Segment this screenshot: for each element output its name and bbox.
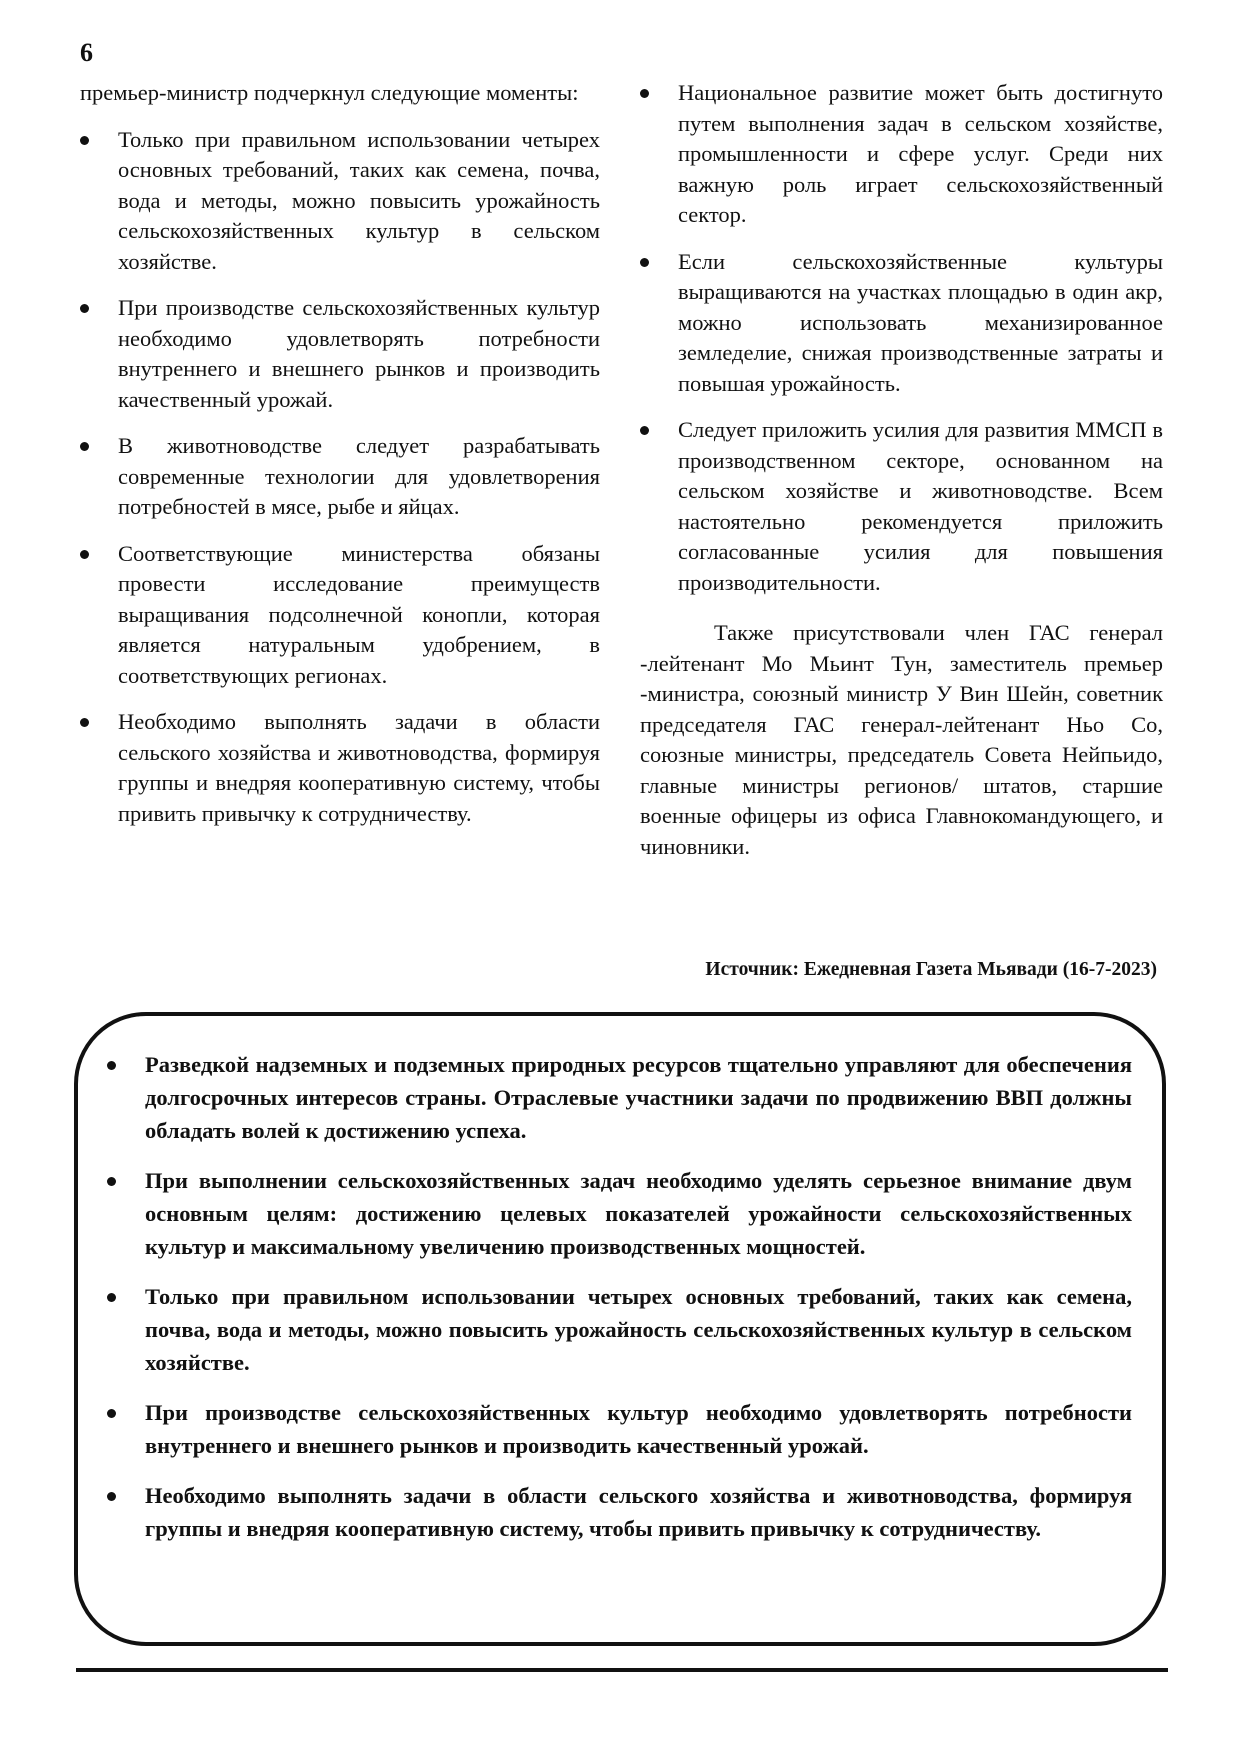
list-item [80, 293, 600, 415]
list-item-text: Только при правильном использовании четырех основных требований, таких как семена, почва, вода и методы, можно повысить урожайность сельскохозяйственных культур в сельском хозяйстве. [118, 126, 600, 274]
right-column [640, 78, 1163, 862]
list-item [107, 1479, 1132, 1545]
page-number: 6 [80, 38, 93, 67]
summary-bullet-list [107, 1048, 1132, 1562]
left-column [80, 78, 600, 829]
bullet-icon [80, 304, 89, 313]
list-item [107, 1280, 1132, 1379]
bullet-icon [640, 89, 649, 98]
bullet-icon [80, 442, 89, 451]
list-item [80, 125, 600, 278]
list-item [640, 247, 1163, 400]
list-item [107, 1396, 1132, 1462]
bullet-icon [80, 136, 89, 145]
list-item [640, 415, 1163, 598]
source-line: Источник: Ежедневная Газета Мьявади (16-7-2023) [705, 959, 1157, 980]
closing-paragraph: Также присутствовали член ГАС генерал -лейтенант Мо Мьинт Тун, заместитель премьер -министра, союзный министр У Вин Шейн, советник председателя ГАС генерал-лейтенант Ньо Со, союзные министры, председатель Совета Нейпьидо, главные министры регионов/ штатов, старшие военные офицеры из офиса Главнокомандующего, и чиновники. [640, 620, 1163, 859]
left-bullet-list [80, 125, 600, 830]
list-item [80, 707, 600, 829]
list-item-text: При производстве сельскохозяйственных культур необходимо удовлетворять потребности внутреннего и внешнего рынков и производить качественный урожай. [118, 295, 600, 412]
list-item-text: Национальное развитие может быть достигнуто путем выполнения задач в сельском хозяйстве, промышленности и сфере услуг. Среди них важную роль играет сельскохозяйственный сектор. [678, 80, 1163, 227]
list-item [107, 1164, 1132, 1263]
list-item [80, 539, 600, 692]
bullet-icon [107, 1293, 116, 1302]
list-item-text: Следует приложить усилия для развития ММСП в производственном секторе, основанном на сельском хозяйстве и животноводстве. Всем настоятельно рекомендуется приложить согласованные усилия для повышения производительности. [678, 417, 1163, 595]
list-item [640, 78, 1163, 231]
right-bullet-list [640, 78, 1163, 598]
bottom-divider [76, 1668, 1168, 1672]
bullet-icon [107, 1409, 116, 1418]
intro-paragraph: премьер-министр подчеркнул следующие моменты: [80, 80, 579, 105]
bullet-icon [640, 258, 649, 267]
list-item-text: В животноводстве следует разрабатывать современные технологии для удовлетворения потребностей в мясе, рыбе и яйцах. [118, 433, 600, 519]
list-item-text: Соответствующие министерства обязаны провести исследование преимуществ выращивания подсолнечной конопли, которая является натуральным удобрением, в соответствующих регионах. [118, 540, 600, 688]
bullet-icon [107, 1061, 116, 1070]
list-item-text: Если сельскохозяйственные культуры выращиваются на участках площадью в один акр, можно использовать механизированное земледелие, снижая производственные затраты и повышая урожайность. [678, 248, 1163, 396]
list-item-text: Необходимо выполнять задачи в области сельского хозяйства и животноводства, формируя группы и внедряя кооперативную систему, чтобы привить привычку к сотрудничеству. [118, 709, 600, 826]
bullet-icon [107, 1177, 116, 1186]
list-item [80, 431, 600, 523]
bullet-icon [80, 550, 89, 559]
list-item-text: Необходимо выполнять задачи в области сельского хозяйства и животноводства, формируя группы и внедряя кооперативную систему, чтобы привить привычку к сотрудничеству. [145, 1483, 1132, 1541]
list-item-text: Разведкой надземных и подземных природных ресурсов тщательно управляют для обеспечения долгосрочных интересов страны. Отраслевые участники задачи по продвижению ВВП должны обладать волей к достижению успеха. [145, 1052, 1132, 1143]
list-item-text: Только при правильном использовании четырех основных требований, таких как семена, почва, вода и методы, можно повысить урожайность сельскохозяйственных культур в сельском хозяйстве. [145, 1284, 1132, 1375]
bullet-icon [640, 426, 649, 435]
list-item [107, 1048, 1132, 1147]
list-item-text: При выполнении сельскохозяйственных задач необходимо уделять серьезное внимание двум основным целям: достижению целевых показателей урожайности сельскохозяйственных культур и максимальному увеличению производственных мощностей. [145, 1168, 1132, 1259]
bullet-icon [80, 718, 89, 727]
bullet-icon [107, 1492, 116, 1501]
list-item-text: При производстве сельскохозяйственных культур необходимо удовлетворять потребности внутреннего и внешнего рынков и производить качественный урожай. [145, 1400, 1132, 1458]
